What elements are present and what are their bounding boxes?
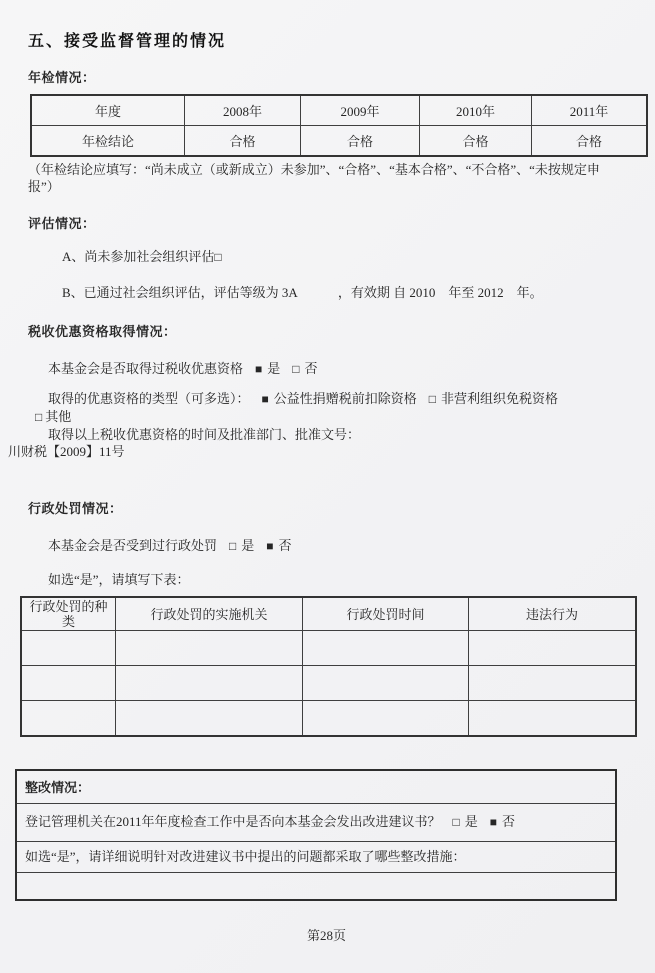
tax-type-other-label: 其他 xyxy=(45,409,72,424)
annual-inspection-table xyxy=(30,94,648,157)
rectification-question xyxy=(17,803,615,841)
tax-heading: 税收优惠资格取得情况： xyxy=(28,324,177,339)
tax-type-other xyxy=(35,408,625,426)
tax-type-deduction-label: 公益性捐赠税前扣除资格 xyxy=(273,391,417,406)
rectification-yes-checkbox[interactable]: □ xyxy=(452,815,460,829)
table-cell: 2011年 xyxy=(532,95,648,126)
tax-no-label: 否 xyxy=(304,361,318,376)
tax-yes-label: 是 xyxy=(267,361,281,376)
tax-approval-label: 取得以上税收优惠资格的时间及批准部门、批准文号： xyxy=(48,427,361,442)
table-cell: 合格 xyxy=(185,126,301,157)
rectification-yes-label: 是 xyxy=(464,814,478,829)
penalty-table xyxy=(20,596,637,737)
evaluation-option-a-checkbox[interactable]: □ xyxy=(214,250,222,264)
penalty-table-note: 如选“是”，请填写下表： xyxy=(48,572,190,587)
table-header-cell: 违法行为 xyxy=(469,597,637,631)
penalty-heading: 行政处罚情况： xyxy=(28,501,123,516)
table-cell-empty xyxy=(303,631,469,666)
penalty-yes-checkbox[interactable]: □ xyxy=(229,539,237,553)
table-header-row xyxy=(21,597,636,631)
table-cell: 2008年 xyxy=(185,95,301,126)
annual-inspection-heading: 年检情况： xyxy=(28,70,96,85)
table-row xyxy=(31,126,647,157)
penalty-no-checkbox[interactable]: ■ xyxy=(266,539,274,553)
penalty-question-label: 本基金会是否受到过行政处罚 xyxy=(48,538,218,553)
table-cell: 合格 xyxy=(301,126,420,157)
table-row xyxy=(21,631,636,666)
rectification-no-checkbox[interactable]: ■ xyxy=(489,815,498,829)
penalty-yes-label: 是 xyxy=(241,538,255,553)
table-cell-empty xyxy=(469,631,637,666)
evaluation-option-b xyxy=(62,284,625,301)
tax-type-question xyxy=(48,390,625,408)
table-cell-empty xyxy=(21,701,116,737)
table-cell: 年度 xyxy=(31,95,185,126)
table-cell-empty xyxy=(21,666,116,701)
table-cell: 2010年 xyxy=(420,95,532,126)
page-number: 第28页 xyxy=(306,928,346,943)
table-header-cell: 行政处罚的实施机关 xyxy=(116,597,303,631)
rectification-no-label: 否 xyxy=(502,814,516,829)
tax-eligibility-question xyxy=(48,360,625,378)
table-cell-empty xyxy=(469,701,637,737)
tax-type-exempt-checkbox[interactable]: □ xyxy=(428,392,437,406)
table-cell-empty xyxy=(116,631,303,666)
table-header-cell: 行政处罚的种类 xyxy=(21,597,116,631)
tax-type-other-checkbox[interactable]: □ xyxy=(35,410,43,424)
evaluation-heading: 评估情况： xyxy=(28,216,96,231)
table-row xyxy=(21,666,636,701)
table-cell-empty xyxy=(116,701,303,737)
option-a-label: A、尚未参加社会组织评估 xyxy=(62,249,215,264)
tax-approval-value: 川财税【2009】11号 xyxy=(8,444,125,459)
tax-question-label: 本基金会是否取得过税收优惠资格 xyxy=(48,361,244,376)
option-b-validity: ，有效期 自 2010 年至 2012 年。 xyxy=(337,285,543,300)
annual-inspection-note: （年检结论应填写：“尚未成立（或新成立）未参加”、“合格”、“基本合格”、“不合格”、“未按规定申报”） xyxy=(28,162,600,194)
tax-no-checkbox[interactable]: □ xyxy=(292,362,300,376)
table-cell-empty xyxy=(469,666,637,701)
tax-type-deduction-checkbox[interactable]: ■ xyxy=(261,392,269,406)
rectification-empty-row xyxy=(17,872,615,899)
evaluation-option-a xyxy=(62,248,625,266)
table-cell-empty xyxy=(116,666,303,701)
option-b-label: B、已通过社会组织评估，评估等级为 3A xyxy=(62,285,298,300)
table-cell-empty xyxy=(21,631,116,666)
penalty-question xyxy=(48,537,625,555)
table-cell-empty xyxy=(303,701,469,737)
table-cell-empty xyxy=(303,666,469,701)
rectification-note: 如选“是”，请详细说明针对改进建议书中提出的问题都采取了哪些整改措施： xyxy=(17,841,615,872)
table-cell: 年检结论 xyxy=(31,126,185,157)
penalty-no-label: 否 xyxy=(278,538,292,553)
tax-type-exempt-label: 非营利组织免税资格 xyxy=(441,391,559,406)
table-cell: 合格 xyxy=(532,126,648,157)
table-row xyxy=(21,701,636,737)
rectification-question-label: 登记管理机关在2011年年度检查工作中是否向本基金会发出改进建议书？ xyxy=(25,814,441,829)
table-cell: 合格 xyxy=(420,126,532,157)
tax-type-label: 取得的优惠资格的类型（可多选）： xyxy=(48,391,250,406)
tax-yes-checkbox[interactable]: ■ xyxy=(255,362,263,376)
table-header-cell: 行政处罚时间 xyxy=(303,597,469,631)
table-row xyxy=(31,95,647,126)
rectification-box xyxy=(15,769,617,901)
section-title: 五、接受监督管理的情况 xyxy=(28,33,227,50)
rectification-heading: 整改情况： xyxy=(25,780,91,795)
table-cell: 2009年 xyxy=(301,95,420,126)
